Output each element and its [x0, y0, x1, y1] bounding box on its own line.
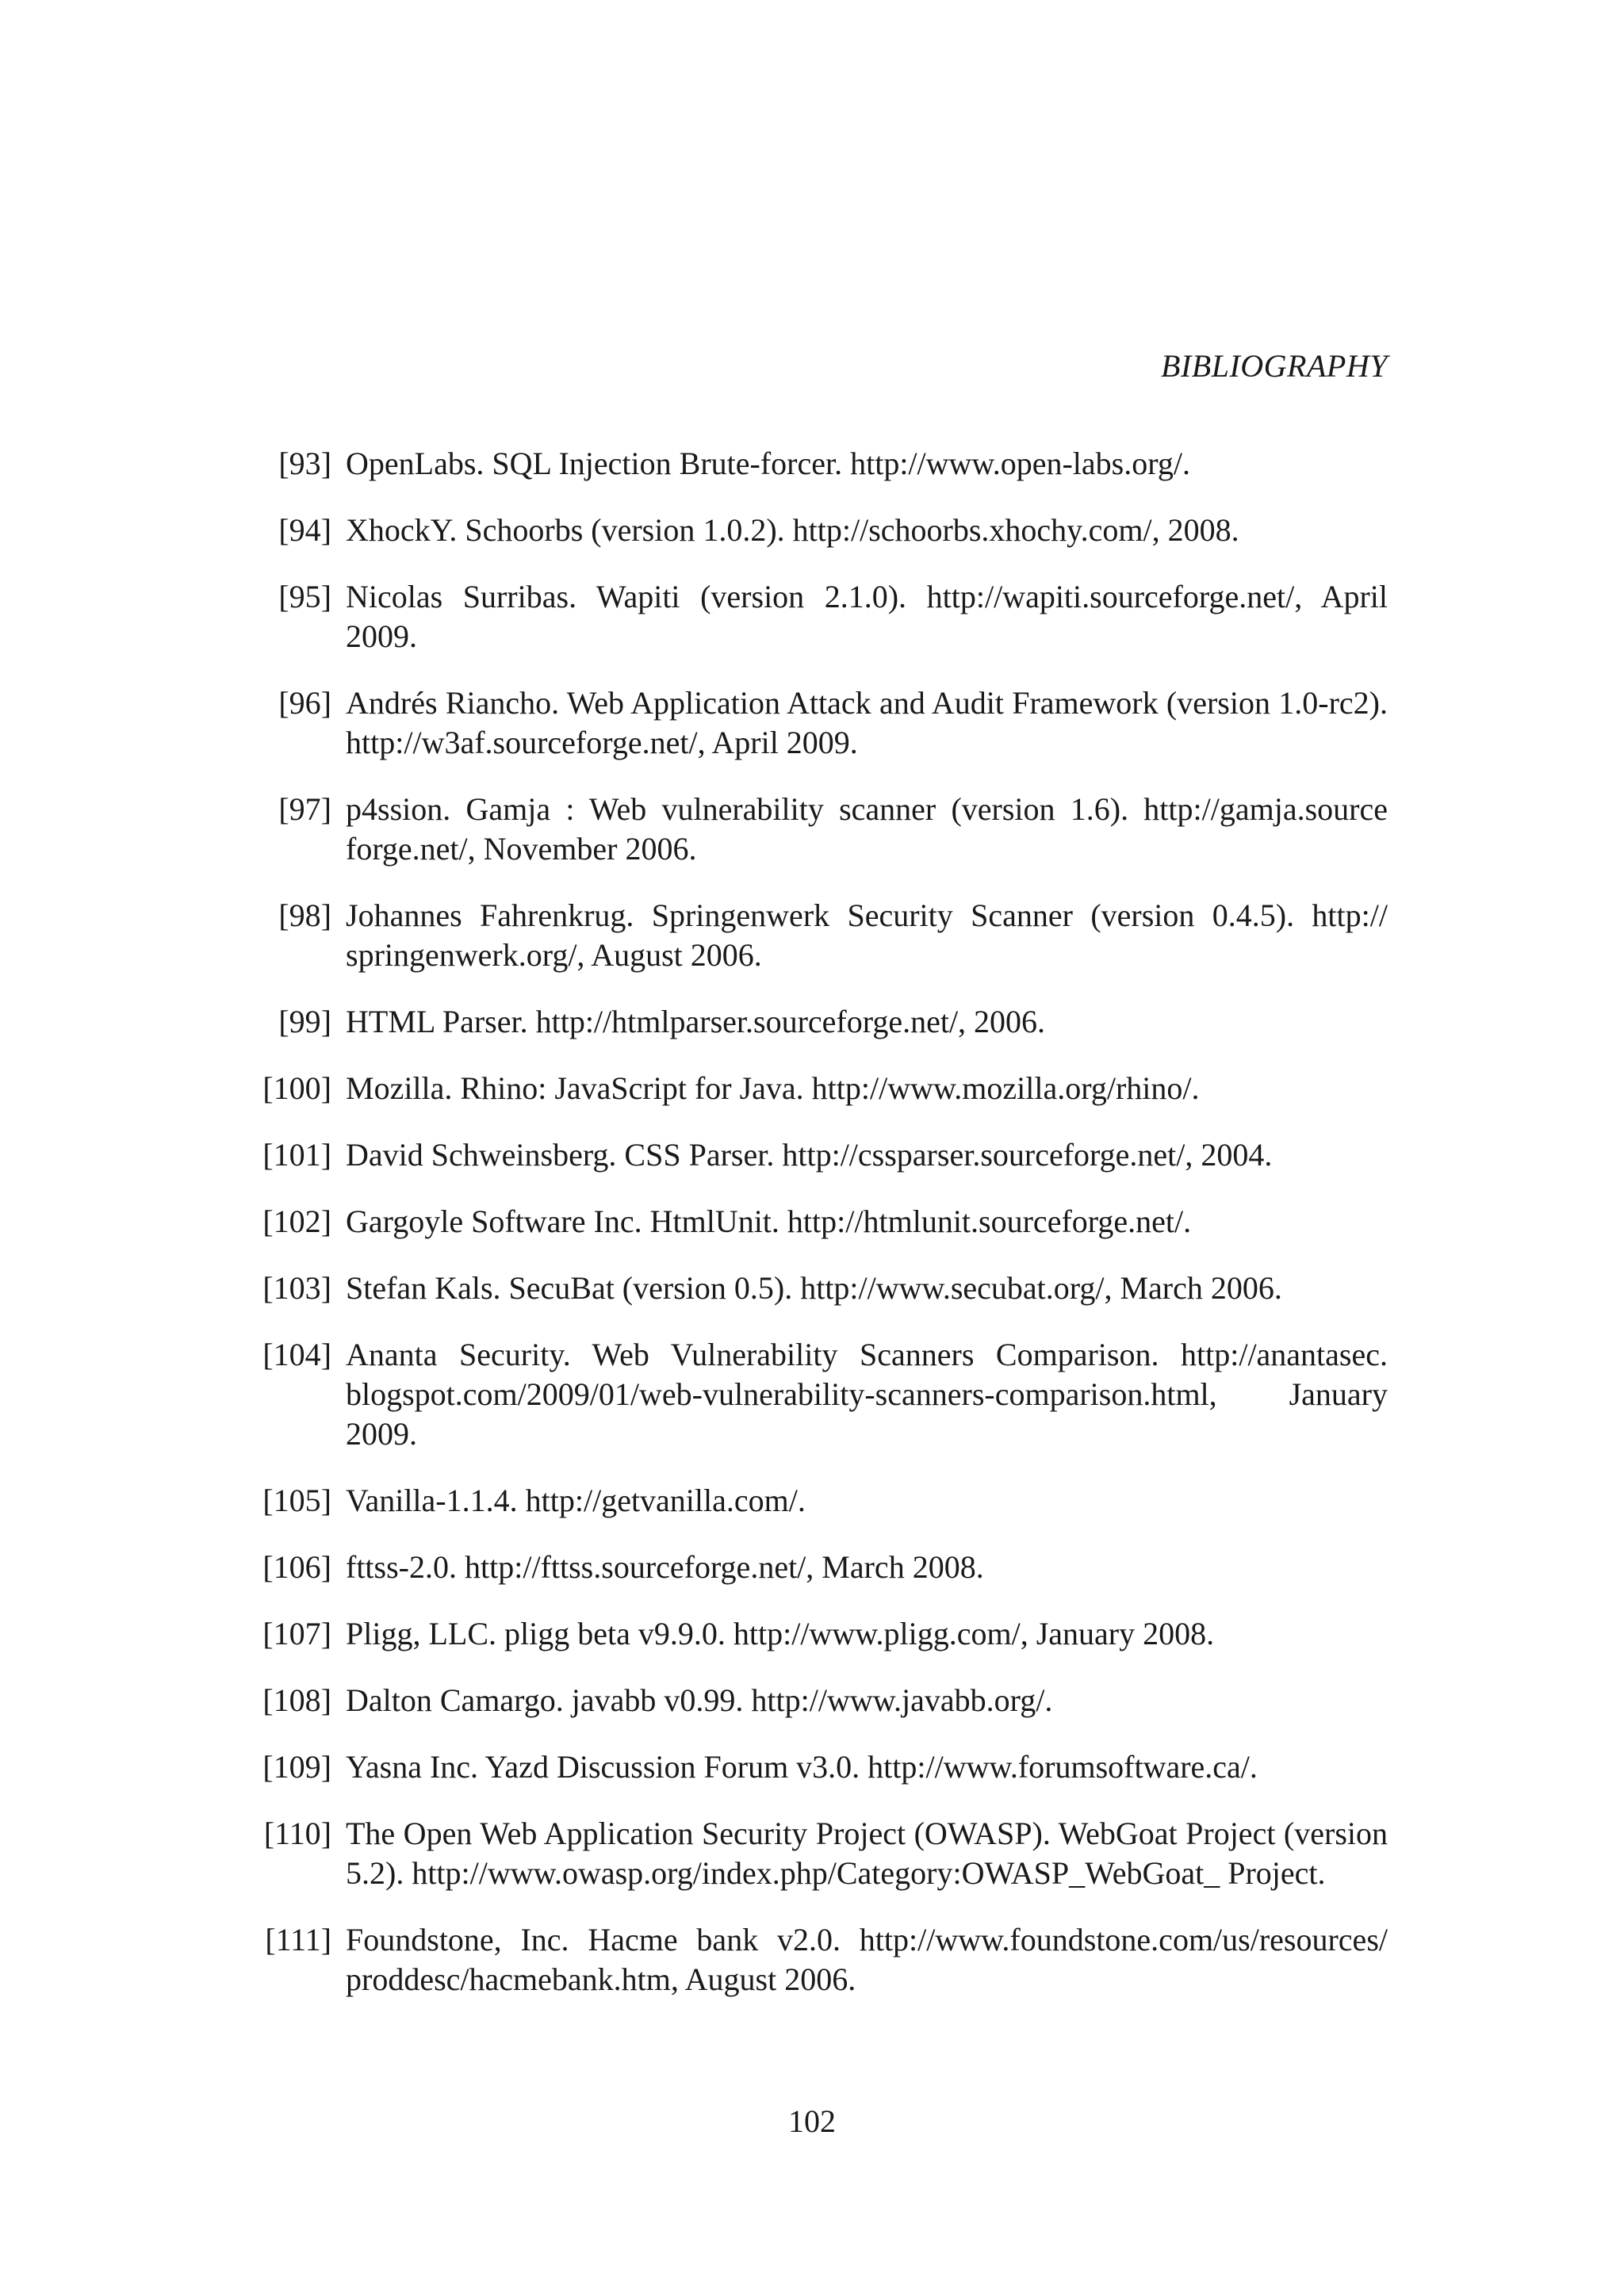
- bib-text: Gargoyle Software Inc. HtmlUnit. http://htmlunit.sourceforge.net/.: [346, 1203, 1192, 1239]
- bib-text: Stefan Kals. SecuBat (version 0.5). http://www.secubat.org/, March 2006.: [346, 1270, 1282, 1306]
- bib-text: Nicolas Surribas. Wapiti (version 2.1.0). http://wapiti.sourceforge.net/, April 2009.: [346, 579, 1388, 654]
- bib-number: [108]: [262, 1682, 331, 1718]
- bib-number: [96]: [278, 685, 331, 721]
- bib-text: David Schweinsberg. CSS Parser. http://cssparser.sourceforge.net/, 2004.: [346, 1137, 1273, 1173]
- bib-entry: [252, 577, 1388, 656]
- bib-number: [104]: [262, 1337, 331, 1372]
- bib-entry: [252, 1002, 1388, 1042]
- bib-entry: [252, 790, 1388, 869]
- bib-number: [106]: [262, 1549, 331, 1585]
- bib-number: [95]: [278, 579, 331, 614]
- bib-number: [110]: [263, 1816, 331, 1851]
- bib-number: [93]: [278, 446, 331, 481]
- bib-number: [99]: [278, 1004, 331, 1039]
- bib-entry: [252, 1202, 1388, 1242]
- bibliography-list: [252, 444, 1388, 2026]
- running-header: BIBLIOGRAPHY: [1161, 348, 1388, 384]
- bib-text: Yasna Inc. Yazd Discussion Forum v3.0. http://www.forumsoftware.ca/.: [346, 1749, 1258, 1785]
- bib-number: [102]: [262, 1203, 331, 1239]
- bib-text: Ananta Security. Web Vulnerability Scanners Comparison. http://anantasec. blogspot.com/2009/01/web-vulnerability-scanners-comparison.html, January 2009.: [346, 1337, 1388, 1452]
- bib-number: [107]: [262, 1616, 331, 1651]
- bib-text: The Open Web Application Security Project (OWASP). WebGoat Project (version 5.2). http://www.owasp.org/index.php/Category:OWASP_WebGoat_ Project.: [346, 1816, 1388, 1891]
- bib-entry: [252, 1747, 1388, 1787]
- bib-entry: [252, 1335, 1388, 1454]
- bib-number: [100]: [262, 1070, 331, 1106]
- bib-text: XhockY. Schoorbs (version 1.0.2). http://schoorbs.xhochy.com/, 2008.: [346, 512, 1239, 548]
- bib-entry: [252, 444, 1388, 484]
- bib-number: [94]: [278, 512, 331, 548]
- bib-text: OpenLabs. SQL Injection Brute-forcer. http://www.open-labs.org/.: [346, 446, 1190, 481]
- bib-text: Mozilla. Rhino: JavaScript for Java. http://www.mozilla.org/rhino/.: [346, 1070, 1200, 1106]
- bib-text: Andrés Riancho. Web Application Attack and Audit Framework (version 1.0-rc2). http://w3af.sourceforge.net/, April 2009.: [346, 685, 1388, 760]
- bib-entry: [252, 896, 1388, 975]
- bib-entry: [252, 1269, 1388, 1308]
- bib-number: [111]: [265, 1922, 331, 1957]
- bib-entry: [252, 1069, 1388, 1108]
- bib-entry: [252, 1614, 1388, 1654]
- bib-entry: [252, 1548, 1388, 1587]
- bib-number: [101]: [262, 1137, 331, 1173]
- bib-number: [109]: [262, 1749, 331, 1785]
- bib-entry: [252, 1920, 1388, 1999]
- bib-number: [103]: [262, 1270, 331, 1306]
- bib-number: [98]: [278, 897, 331, 933]
- bib-number: [105]: [262, 1483, 331, 1518]
- bib-entry: [252, 1814, 1388, 1893]
- bib-entry: [252, 683, 1388, 763]
- bib-text: Vanilla-1.1.4. http://getvanilla.com/.: [346, 1483, 806, 1518]
- bib-number: [97]: [278, 791, 331, 827]
- bib-entry: [252, 1481, 1388, 1521]
- bib-text: Foundstone, Inc. Hacme bank v2.0. http://www.foundstone.com/us/resources/ proddesc/hacmebank.htm, August 2006.: [346, 1922, 1388, 1997]
- bib-text: Dalton Camargo. javabb v0.99. http://www.javabb.org/.: [346, 1682, 1053, 1718]
- bib-entry: [252, 1681, 1388, 1720]
- bib-text: fttss-2.0. http://fttss.sourceforge.net/, March 2008.: [346, 1549, 984, 1585]
- page-number: 102: [788, 2103, 836, 2139]
- bib-text: p4ssion. Gamja : Web vulnerability scanner (version 1.6). http://gamja.source forge.net/, November 2006.: [346, 791, 1388, 867]
- bib-text: Johannes Fahrenkrug. Springenwerk Security Scanner (version 0.4.5). http:// springenwerk.org/, August 2006.: [346, 897, 1388, 973]
- bib-text: HTML Parser. http://htmlparser.sourceforge.net/, 2006.: [346, 1004, 1046, 1039]
- bib-entry: [252, 511, 1388, 550]
- bib-text: Pligg, LLC. pligg beta v9.9.0. http://www.pligg.com/, January 2008.: [346, 1616, 1215, 1651]
- bib-entry: [252, 1135, 1388, 1175]
